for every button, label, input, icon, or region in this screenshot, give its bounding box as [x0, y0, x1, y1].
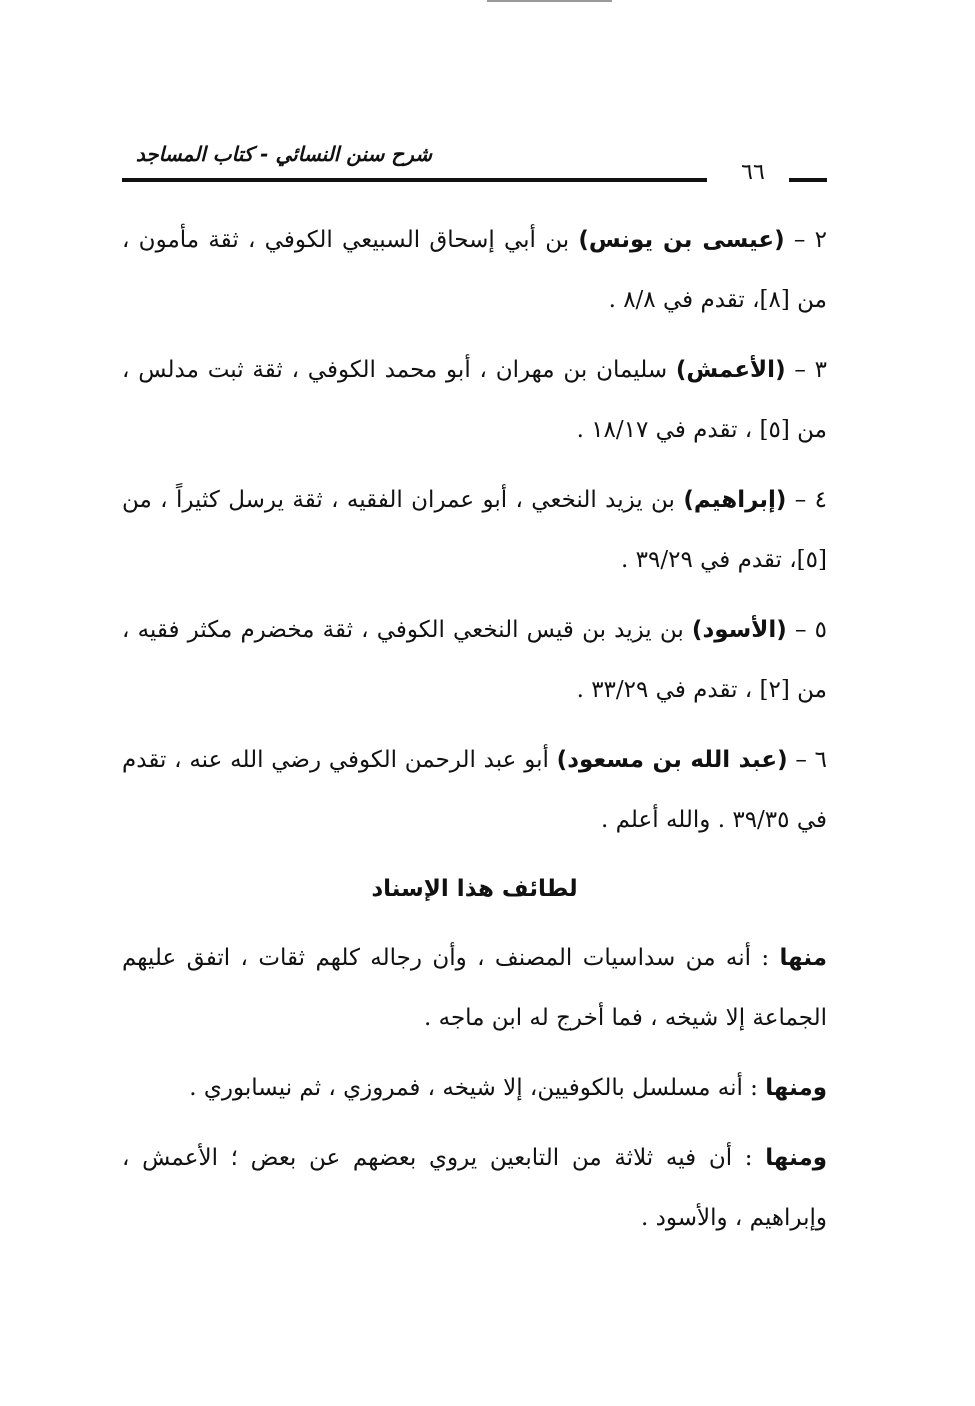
entry-number: ٥	[814, 617, 827, 643]
isnad-point-2	[122, 1058, 827, 1118]
narrator-details: بن يزيد النخعي ، أبو عمران الفقيه ، ثقة يرسل كثيراً ، من [٥]، تقدم في ٣٩/٢٩ .	[122, 487, 827, 573]
narrator-entry-2: ٢ – (عيسى بن يونس) بن أبي إسحاق السبيعي الكوفي ، ثقة مأمون ، من [٨]، تقدم في ٨/٨ .	[122, 227, 828, 313]
point-label: ومنها	[765, 1075, 827, 1101]
point-label: ومنها	[765, 1145, 827, 1171]
narrator-name: إبراهيم	[693, 487, 776, 513]
isnad-point-3	[122, 1128, 827, 1248]
narrator-entry-6: ٦ – (عبد الله بن مسعود) أبو عبد الرحمن الكوفي رضي الله عنه ، تقدم في ٣٩/٣٥ . والله أعلم .	[122, 747, 828, 833]
narrator-entry-3: ٣ – (الأعمش) سليمان بن مهران ، أبو محمد الكوفي ، ثقة ثبت مدلس ، من [٥] ، تقدم في ١٨/١٧ .	[122, 357, 828, 443]
entry-number: ٣	[814, 357, 828, 383]
entry-number: ٢	[814, 227, 828, 253]
page-header	[122, 140, 827, 190]
entry-number: ٦	[814, 747, 828, 773]
top-edge-rule	[487, 0, 612, 2]
point-text: : أن فيه ثلاثة من التابعين يروي بعضهم عن بعض ؛ الأعمش ، وإبراهيم ، والأسود .	[122, 1145, 827, 1231]
narrator-name: الأعمش	[686, 357, 776, 383]
point-label: منها	[779, 945, 827, 971]
narrator-details: سليمان بن مهران ، أبو محمد الكوفي ، ثقة ثبت مدلس ، من [٥] ، تقدم في ١٨/١٧ .	[122, 357, 827, 443]
page-body	[122, 210, 827, 1258]
narrator-name: الأسود	[702, 617, 777, 643]
header-rule	[122, 178, 707, 182]
narrator-entry-5: ٥ – (الأسود) بن يزيد بن قيس النخعي الكوفي ، ثقة مخضرم مكثر فقيه ، من [٢] ، تقدم في ٣٣/٢٩ .	[122, 617, 827, 703]
section-title: لطائف هذا الإسناد	[371, 876, 578, 902]
point-text: : أنه مسلسل بالكوفيين، إلا شيخه ، فمروزي ، ثم نيسابوري .	[189, 1075, 758, 1101]
narrator-details: أبو عبد الرحمن الكوفي رضي الله عنه ، تقدم في ٣٩/٣٥ . والله أعلم .	[122, 747, 827, 833]
isnad-point-1	[122, 928, 827, 1048]
narrator-name: عبد الله بن مسعود	[567, 747, 778, 773]
narrator-name: عيسى بن يونس	[588, 227, 775, 253]
narrator-details: بن أبي إسحاق السبيعي الكوفي ، ثقة مأمون ، من [٨]، تقدم في ٨/٨ .	[122, 227, 827, 313]
running-title: شرح سنن النسائي - كتاب المساجد	[135, 142, 432, 166]
narrator-details: بن يزيد بن قيس النخعي الكوفي ، ثقة مخضرم مكثر فقيه ، من [٢] ، تقدم في ٣٣/٢٩ .	[122, 617, 827, 703]
header-rule-short	[789, 178, 827, 182]
page-number: ٦٦	[741, 160, 765, 185]
point-text: : أنه من سداسيات المصنف ، وأن رجاله كلهم ثقات ، اتفق عليهم الجماعة إلا شيخه ، فما أخرج له ابن ماجه .	[122, 945, 827, 1031]
entry-number: ٤	[814, 487, 828, 513]
narrator-entry-4: ٤ – (إبراهيم) بن يزيد النخعي ، أبو عمران الفقيه ، ثقة يرسل كثيراً ، من [٥]، تقدم في ٣٩/٢٩ .	[122, 487, 828, 573]
